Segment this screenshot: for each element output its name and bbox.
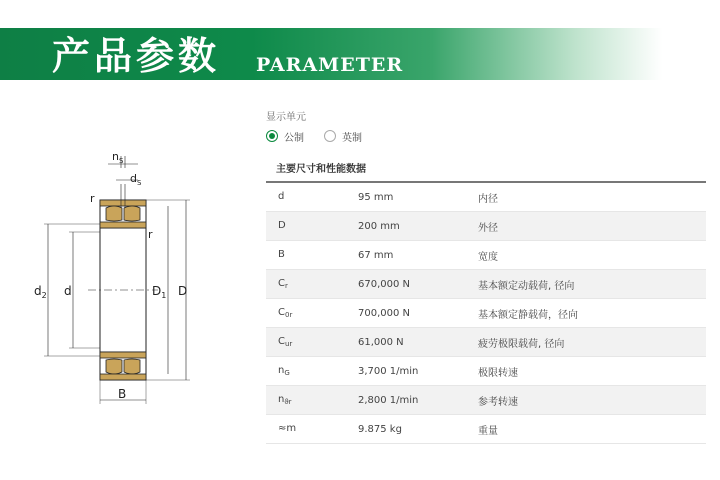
row-description: 参考转速 [478, 396, 518, 408]
row-value: 95 mm [358, 191, 394, 203]
row-symbol: $C_{0r}$ [278, 307, 293, 319]
table-row [266, 270, 706, 299]
label-d: d [64, 284, 72, 298]
unit-radio-group [266, 128, 382, 144]
table-row [266, 415, 706, 444]
label-D: D [178, 284, 188, 298]
row-description: 基本额定动载荷, 径向 [478, 280, 575, 292]
table-row [266, 299, 706, 328]
label-r-right: r [148, 228, 153, 241]
radio-imperial-label: 英制 [342, 132, 362, 144]
row-symbol: B [278, 249, 285, 260]
row-symbol: $n_G$ [278, 365, 290, 377]
row-value: 3,700 1/min [358, 365, 419, 377]
row-description: 内径 [478, 193, 498, 205]
table-row [266, 386, 706, 415]
row-description: 外径 [478, 222, 498, 234]
bearing-section-top [100, 200, 146, 228]
row-value: 670,000 N [358, 278, 411, 290]
table-row [266, 183, 706, 212]
row-symbol: $C_r$ [278, 278, 288, 290]
row-symbol: ≈m [278, 423, 297, 434]
unit-label: 显示单元 [266, 112, 306, 123]
radio-metric-indicator[interactable] [266, 130, 278, 142]
row-value: 67 mm [358, 249, 394, 261]
radio-metric[interactable] [266, 129, 304, 144]
label-ds: $d_S$ [130, 172, 142, 187]
section-title: 主要尺寸和性能数据 [276, 164, 366, 175]
page-subtitle: PARAMETER [256, 54, 404, 76]
radio-metric-label: 公制 [284, 132, 304, 144]
label-r-top: r [90, 192, 95, 205]
row-description: 疲劳极限载荷, 径向 [478, 338, 565, 350]
label-B: B [118, 387, 127, 401]
row-symbol: $C_{ur}$ [278, 336, 293, 348]
bearing-section-bottom [100, 352, 146, 380]
label-ns: $n_S$ [112, 150, 124, 165]
label-D1: $D_1$ [152, 284, 167, 300]
radio-imperial[interactable] [324, 129, 362, 144]
row-value: 2,800 1/min [358, 394, 419, 406]
row-description: 宽度 [478, 251, 498, 263]
bearing-drawing [28, 142, 218, 412]
label-d2: $d_2$ [34, 284, 47, 300]
row-description: 重量 [478, 425, 498, 437]
spec-table [266, 183, 706, 444]
row-symbol: D [278, 220, 286, 231]
row-value: 9.875 kg [358, 423, 402, 435]
row-value: 61,000 N [358, 336, 404, 348]
table-row [266, 328, 706, 357]
radio-imperial-indicator[interactable] [324, 130, 336, 142]
row-value: 700,000 N [358, 307, 411, 319]
table-row [266, 357, 706, 386]
table-row [266, 212, 706, 241]
page-title: 产品参数 [52, 34, 221, 78]
row-symbol: d [278, 191, 285, 202]
row-symbol: $n_{ϑr}$ [278, 394, 292, 406]
row-value: 200 mm [358, 220, 400, 232]
row-description: 基本额定静载荷，径向 [478, 309, 578, 321]
row-description: 极限转速 [478, 367, 518, 379]
table-row [266, 241, 706, 270]
